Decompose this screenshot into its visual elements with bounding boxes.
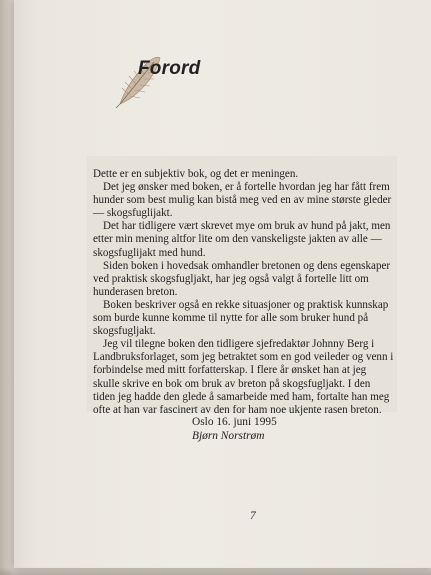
paragraph: Siden boken i hovedsak omhandler bretonen og dens egenskaper ved praktisk skogsfugljakt, har jeg også valgt å fortelle litt om hunderasen breton. <box>93 259 391 298</box>
page-bottom-shadow <box>0 567 431 575</box>
book-page <box>14 0 431 568</box>
paragraph: Dette er en subjektiv bok, og det er meningen. <box>93 168 299 180</box>
author-name: Bjørn Norstrøm <box>192 430 265 442</box>
paragraph: Boken beskriver også en rekke situasjoner og praktisk kunnskap som burde kunne komme til nytte for alle som bruker hund på skogsfugljakt. <box>93 298 389 338</box>
chapter-heading <box>114 48 234 108</box>
signoff <box>192 415 277 443</box>
paragraph: Det jeg ønsker med boken, er å fortelle hvordan jeg har fått frem hunder som best mulig kan bistå meg ved en av mine største gleder — skogsfuglijakt. <box>93 181 392 220</box>
place-date: Oslo 16. juni 1995 <box>192 416 277 428</box>
paragraph: Jeg vil tilegne boken den tidligere sjefredaktør Johnny Berg i Landbruksforlaget, som jeg betraktet som en god veileder og venn i forbindelse med mitt forfatterskap. I flere år ønsket han at jeg skulle skrive en bok om bruk av breton på skogsfugljakt. I den tiden jeg hadde den glede å samarbeide med ham, fortalte han meg ofte at han var fascinert av den for ham noe ukjente rasen breton. <box>93 338 394 416</box>
chapter-title: Forord <box>138 58 201 79</box>
foreword-text <box>87 156 397 416</box>
paragraph: Det har tidligere vært skrevet mye om bruk av hund på jakt, men etter min mening altfor lite om den vanskeligste jakten av alle — skogsfuglijakt med hund. <box>93 220 391 259</box>
page-number: 7 <box>250 510 256 522</box>
